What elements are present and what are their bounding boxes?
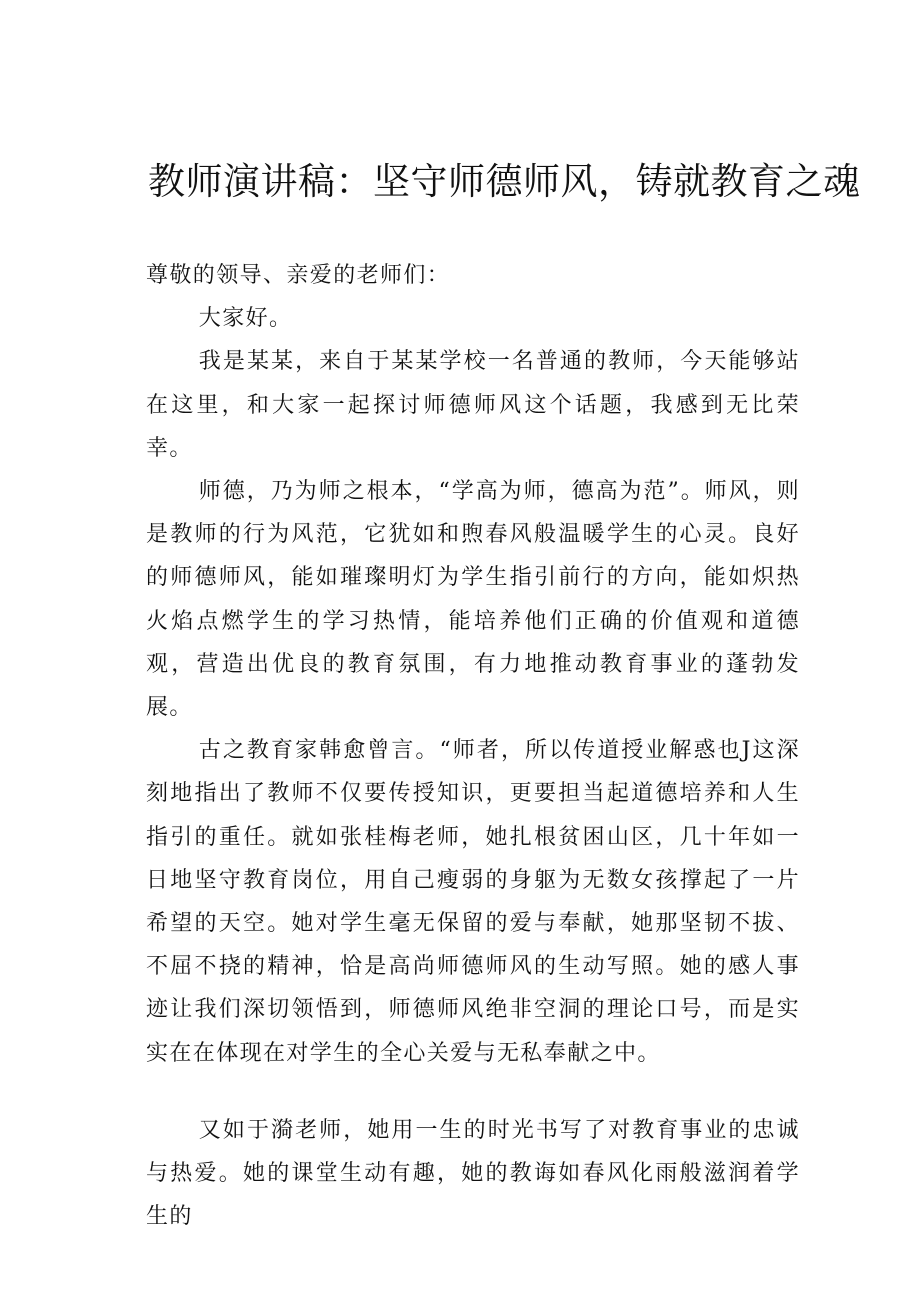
salutation: 尊敬的领导、亲爱的老师们： [146,263,451,288]
document-title: 教师演讲稿：坚守师德师风，铸就教育之魂 [148,160,861,203]
document-body [146,254,800,1238]
paragraph-teacher-ethics: 师德，乃为师之根本，“学高为师，德高为范”。师风，则是教师的行为风范，它犹如和煦春风般温暖学生的心灵。良好的师德师风，能如璀璨明灯为学生指引前行的方向，能如炽热火焰点燃学生的学习热情，能培养他们正确的价值观和道德观，营造出优良的教育氛围，有力地推动教育事业的蓬勃发展。 [146,479,800,721]
paragraph-han-yu-and-zhang-guimei: 古之教育家韩愈曾言。“师者，所以传道授业解惑也J这深刻地指出了教师不仅要传授知识，更要担当起道德培养和人生指引的重任。就如张桂梅老师，她扎根贫困山区，几十年如一日地坚守教育岗位，用自己瘦弱的身躯为无数女孩撑起了一片希望的天空。她对学生毫无保留的爱与奉献，她那坚韧不拔、不屈不挠的精神，恰是高尚师德师风的生动写照。她的感人事迹让我们深切领悟到，师德师风绝非空洞的理论口号，而是实实在在体现在对学生的全心关爱与无私奉献之中。 [146,738,800,1066]
paragraph-introduction: 我是某某，来自于某某学校一名普通的教师，今天能够站在这里，和大家一起探讨师德师风这个话题，我感到无比荣幸。 [146,349,800,461]
paragraph-greeting: 大家好。 [198,306,293,332]
paragraph-yu-yi: 又如于漪老师，她用一生的时光书写了对教育事业的忠诚与热爱。她的课堂生动有趣，她的教诲如春风化雨般滋润着学生的 [146,1117,800,1230]
